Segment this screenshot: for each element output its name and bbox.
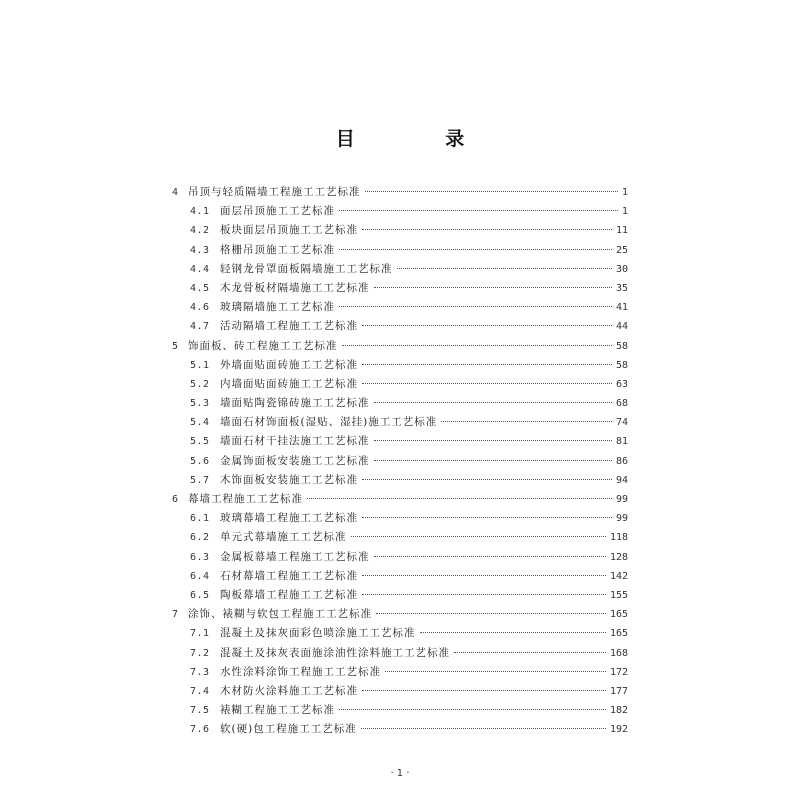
toc-entry-page: 118 — [609, 532, 628, 544]
toc-entry-page: 81 — [615, 436, 628, 448]
toc-entry-number: 6 — [172, 494, 179, 505]
toc-dot-leader — [365, 191, 618, 192]
toc-entry-page: 142 — [609, 570, 628, 582]
toc-entry-page: 74 — [615, 417, 628, 429]
toc-dot-leader — [362, 364, 612, 365]
toc-entry-number: 6.3 — [190, 551, 210, 563]
toc-dot-leader — [339, 709, 606, 710]
toc-entry-number: 5.6 — [190, 455, 210, 467]
toc-section-entry[interactable] — [172, 509, 628, 528]
toc-entry-title: 木饰面板安装施工工艺标准 — [220, 473, 358, 486]
toc-section-entry[interactable] — [172, 356, 628, 375]
toc-entry-number: 5.5 — [190, 436, 210, 448]
toc-entry-title: 饰面板、砖工程施工工艺标准 — [188, 339, 338, 352]
toc-dot-leader — [362, 594, 606, 595]
toc-section-entry[interactable] — [172, 586, 628, 605]
toc-section-entry[interactable] — [172, 720, 628, 739]
toc-entry-title: 石材幕墙工程施工工艺标准 — [220, 569, 358, 582]
toc-section-entry[interactable] — [172, 548, 628, 567]
toc-entry-page: 165 — [609, 628, 628, 640]
toc-section-entry[interactable] — [172, 644, 628, 663]
toc-entry-page: 172 — [609, 666, 628, 678]
toc-entry-number: 6.1 — [190, 513, 210, 525]
toc-entry-page: 1 — [621, 206, 628, 218]
toc-entry-title: 活动隔墙工程施工工艺标准 — [220, 320, 358, 333]
toc-section-entry[interactable] — [172, 432, 628, 451]
toc-section-entry[interactable] — [172, 452, 628, 471]
toc-entry-number: 6.4 — [190, 570, 210, 582]
toc-entry-page: 182 — [609, 705, 628, 717]
toc-section-entry[interactable] — [172, 298, 628, 317]
toc-entry-title: 幕墙工程施工工艺标准 — [188, 493, 303, 505]
toc-dot-leader — [362, 575, 606, 576]
toc-dot-leader — [374, 440, 612, 441]
toc-entry-number: 4 — [172, 187, 179, 198]
toc-dot-leader — [362, 517, 612, 518]
toc-entry-title: 软(硬)包工程施工工艺标准 — [220, 723, 357, 736]
toc-dot-leader — [362, 479, 612, 480]
toc-entry-number: 4.2 — [190, 225, 210, 237]
toc-entry-title: 金属板幕墙工程施工工艺标准 — [220, 550, 370, 563]
toc-entry-page: 99 — [615, 494, 628, 505]
toc-section-entry[interactable] — [172, 375, 628, 394]
toc-entry-page: 63 — [615, 378, 628, 390]
toc-entry-number: 4.6 — [190, 302, 210, 314]
toc-entry-page: 11 — [615, 225, 628, 237]
toc-chapter-entry[interactable] — [172, 337, 628, 356]
toc-entry-page: 155 — [609, 589, 628, 601]
page-number-footer: · 1 · — [390, 768, 410, 779]
toc-section-entry[interactable] — [172, 221, 628, 240]
toc-dot-leader — [351, 536, 606, 537]
toc-entry-page: 44 — [615, 321, 628, 333]
toc-entry-title: 墙面石材干挂法施工工艺标准 — [220, 435, 370, 448]
toc-dot-leader — [307, 498, 612, 499]
toc-entry-page: 68 — [615, 398, 628, 410]
toc-entry-title: 吊顶与轻质隔墙工程施工工艺标准 — [188, 186, 361, 198]
toc-entry-number: 7.2 — [190, 647, 210, 659]
toc-entry-page: 58 — [615, 359, 628, 371]
page-title: 目 录 — [335, 128, 507, 150]
table-of-contents — [172, 183, 628, 739]
toc-section-entry[interactable] — [172, 317, 628, 336]
toc-entry-title: 金属饰面板安装施工工艺标准 — [220, 454, 370, 467]
toc-chapter-entry[interactable] — [172, 183, 628, 202]
toc-dot-leader — [374, 556, 606, 557]
toc-entry-number: 4.5 — [190, 282, 210, 294]
toc-dot-leader — [385, 671, 606, 672]
toc-entry-number: 5.4 — [190, 417, 210, 429]
toc-entry-number: 4.7 — [190, 321, 210, 333]
toc-section-entry[interactable] — [172, 567, 628, 586]
toc-section-entry[interactable] — [172, 413, 628, 432]
toc-entry-title: 混凝土及抹灰面彩色喷涂施工工艺标准 — [220, 627, 416, 640]
toc-section-entry[interactable] — [172, 241, 628, 260]
toc-dot-leader — [374, 402, 612, 403]
toc-entry-number: 7 — [172, 609, 179, 621]
toc-entry-title: 水性涂料涂饰工程施工工艺标准 — [220, 665, 381, 678]
toc-entry-page: 25 — [615, 244, 628, 256]
toc-entry-number: 4.1 — [190, 206, 210, 218]
toc-entry-title: 板块面层吊顶施工工艺标准 — [220, 224, 358, 237]
toc-entry-title: 单元式幕墙施工工艺标准 — [220, 531, 347, 544]
toc-entry-title: 涂饰、裱糊与软包工程施工工艺标准 — [188, 608, 372, 621]
toc-entry-title: 木龙骨板材隔墙施工工艺标准 — [220, 281, 370, 294]
toc-entry-title: 木材防火涂料施工工艺标准 — [220, 684, 358, 697]
toc-section-entry[interactable] — [172, 202, 628, 221]
toc-section-entry[interactable] — [172, 528, 628, 547]
toc-entry-page: 168 — [609, 647, 628, 659]
toc-section-entry[interactable] — [172, 624, 628, 643]
toc-entry-number: 4.4 — [190, 263, 210, 275]
toc-section-entry[interactable] — [172, 471, 628, 490]
toc-dot-leader — [362, 690, 606, 691]
toc-dot-leader — [339, 210, 618, 211]
toc-entry-number: 6.5 — [190, 589, 210, 601]
toc-dot-leader — [342, 345, 612, 346]
toc-dot-leader — [374, 287, 612, 288]
toc-entry-title: 面层吊顶施工工艺标准 — [220, 205, 335, 218]
toc-section-entry[interactable] — [172, 701, 628, 720]
toc-entry-page: 165 — [609, 609, 628, 621]
toc-entry-page: 128 — [609, 551, 628, 563]
toc-entry-page: 192 — [609, 724, 628, 736]
toc-entry-number: 6.2 — [190, 532, 210, 544]
toc-chapter-entry[interactable] — [172, 490, 628, 509]
toc-dot-leader — [376, 613, 606, 614]
toc-entry-page: 1 — [621, 187, 628, 198]
toc-entry-number: 7.3 — [190, 666, 210, 678]
toc-entry-number: 7.6 — [190, 724, 210, 736]
toc-section-entry[interactable] — [172, 279, 628, 298]
toc-chapter-entry[interactable] — [172, 605, 628, 624]
toc-entry-page: 58 — [615, 340, 628, 352]
toc-entry-number: 5.1 — [190, 359, 210, 371]
toc-entry-title: 混凝土及抹灰表面施涂油性涂料施工工艺标准 — [220, 646, 450, 659]
toc-entry-title: 墙面石材饰面板(湿贴、湿挂)施工工艺标准 — [220, 416, 438, 429]
toc-dot-leader — [362, 383, 612, 384]
toc-dot-leader — [339, 306, 612, 307]
toc-section-entry[interactable] — [172, 682, 628, 701]
toc-dot-leader — [361, 728, 606, 729]
toc-section-entry[interactable] — [172, 663, 628, 682]
toc-entry-number: 7.5 — [190, 705, 210, 717]
toc-dot-leader — [362, 325, 612, 326]
toc-entry-number: 5.2 — [190, 378, 210, 390]
toc-entry-number: 7.1 — [190, 628, 210, 640]
toc-entry-title: 陶板幕墙工程施工工艺标准 — [220, 588, 358, 601]
toc-entry-page: 86 — [615, 455, 628, 467]
toc-dot-leader — [374, 460, 612, 461]
toc-section-entry[interactable] — [172, 260, 628, 279]
toc-entry-page: 35 — [615, 282, 628, 294]
toc-section-entry[interactable] — [172, 394, 628, 413]
toc-dot-leader — [362, 229, 612, 230]
toc-entry-title: 轻钢龙骨罩面板隔墙施工工艺标准 — [220, 262, 393, 275]
toc-entry-page: 177 — [609, 685, 628, 697]
toc-entry-title: 外墙面贴面砖施工工艺标准 — [220, 358, 358, 371]
toc-entry-page: 99 — [615, 513, 628, 525]
toc-entry-page: 41 — [615, 302, 628, 314]
toc-entry-title: 墙面贴陶瓷锦砖施工工艺标准 — [220, 397, 370, 410]
toc-entry-title: 玻璃幕墙工程施工工艺标准 — [220, 512, 358, 525]
toc-dot-leader — [420, 632, 606, 633]
toc-entry-number: 4.3 — [190, 244, 210, 256]
toc-entry-number: 5.3 — [190, 398, 210, 410]
toc-entry-title: 格栅吊顶施工工艺标准 — [220, 243, 335, 256]
toc-entry-title: 玻璃隔墙施工工艺标准 — [220, 301, 335, 314]
toc-entry-title: 内墙面贴面砖施工工艺标准 — [220, 377, 358, 390]
toc-entry-page: 30 — [615, 263, 628, 275]
toc-dot-leader — [441, 421, 612, 422]
toc-dot-leader — [339, 249, 612, 250]
toc-dot-leader — [397, 268, 612, 269]
toc-entry-number: 5 — [172, 340, 179, 352]
toc-entry-title: 裱糊工程施工工艺标准 — [220, 704, 335, 717]
toc-dot-leader — [454, 652, 606, 653]
toc-entry-page: 94 — [615, 474, 628, 486]
toc-entry-number: 5.7 — [190, 474, 210, 486]
toc-entry-number: 7.4 — [190, 685, 210, 697]
